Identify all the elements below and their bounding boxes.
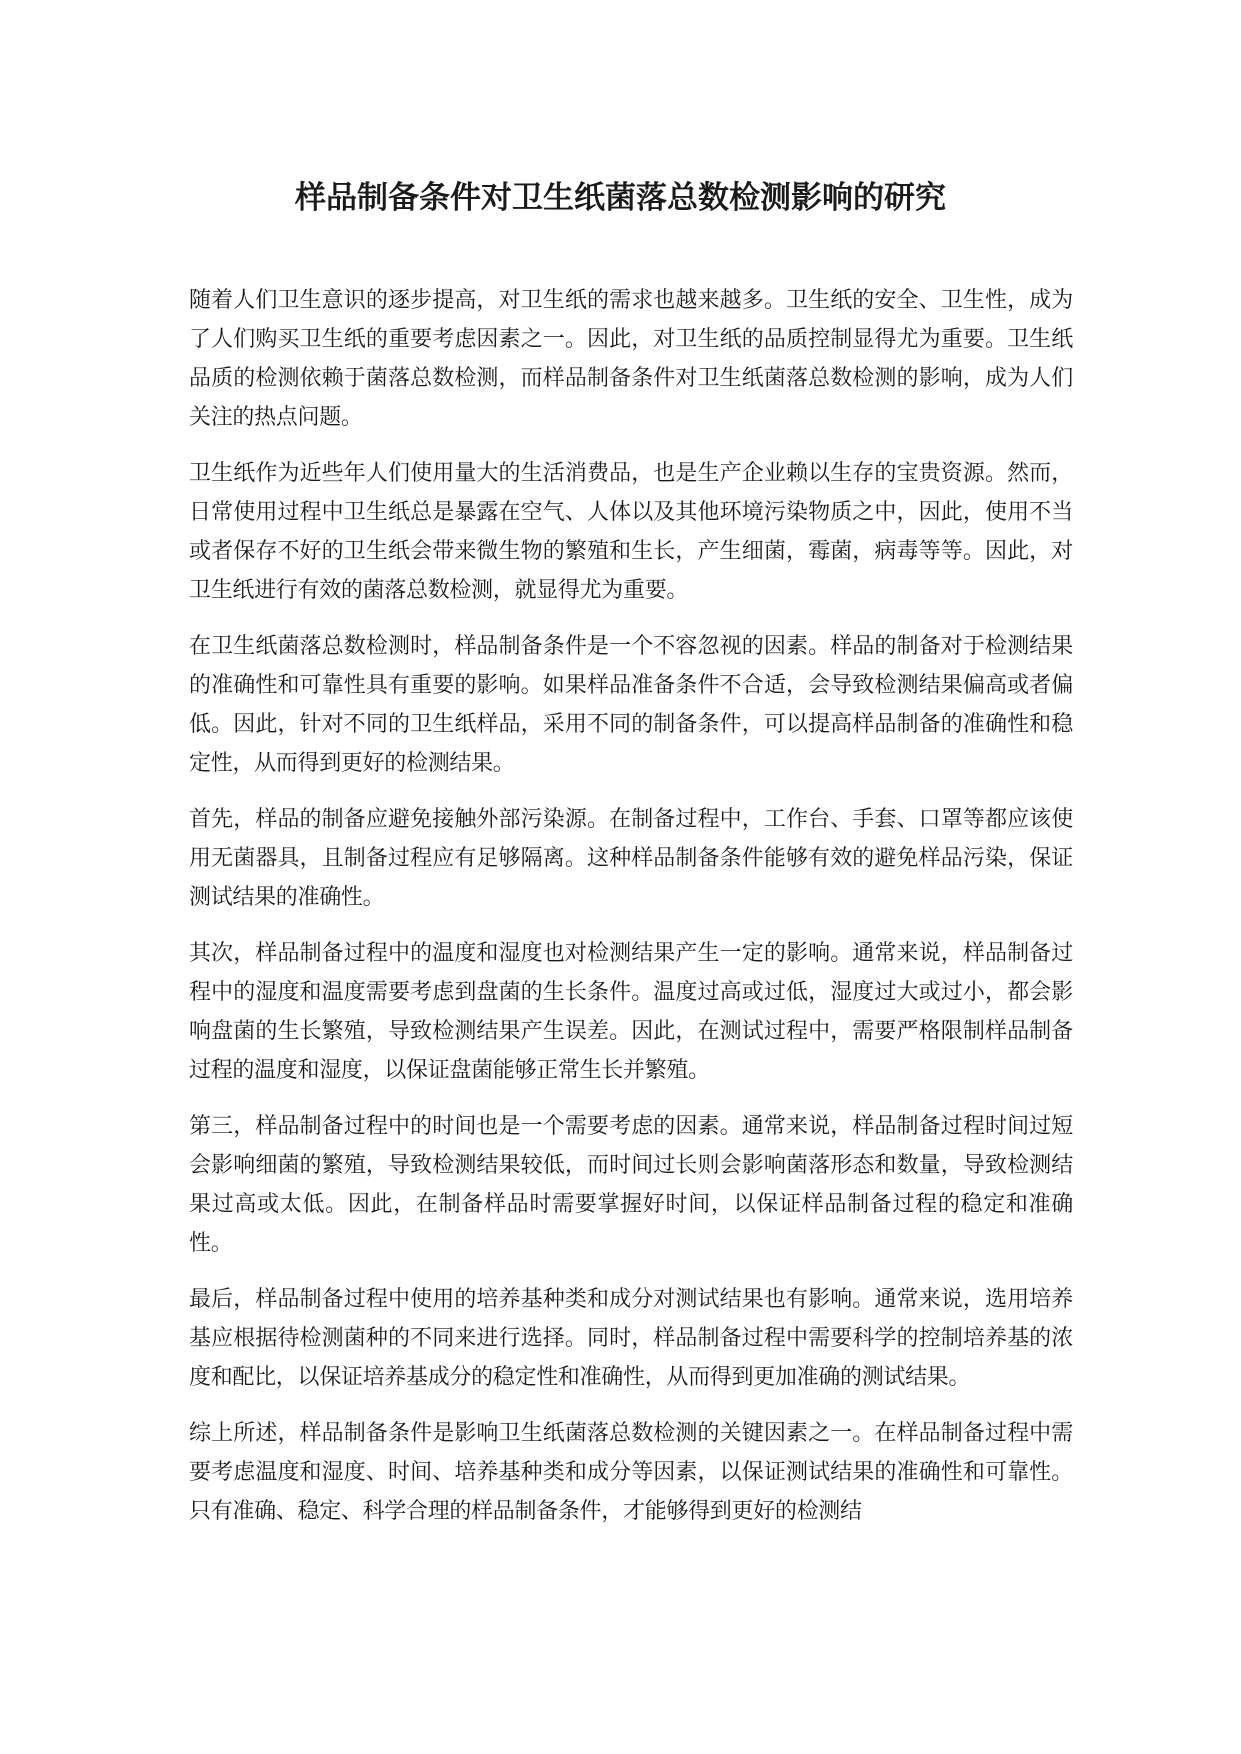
document-body (189, 281, 1073, 1548)
document-title: 样品制备条件对卫生纸菌落总数检测影响的研究 (295, 180, 946, 216)
paragraph-6: 第三，样品制备过程中的时间也是一个需要考虑的因素。通常来说，样品制备过程时间过短会影响细菌的繁殖，导致检测结果较低，而时间过长则会影响菌落形态和数量，导致检测结果过高或太低。因此，在制备样品时需要掌握好时间，以保证样品制备过程的稳定和准确性。 (189, 1114, 1073, 1256)
paragraph-1: 随着人们卫生意识的逐步提高，对卫生纸的需求也越来越多。卫生纸的安全、卫生性，成为了人们购买卫生纸的重要考虑因素之一。因此，对卫生纸的品质控制显得尤为重要。卫生纸品质的检测依赖于菌落总数检测，而样品制备条件对卫生纸菌落总数检测的影响，成为人们关注的热点问题。 (189, 288, 1073, 430)
paragraph-8: 综上所述，样品制备条件是影响卫生纸菌落总数检测的关键因素之一。在样品制备过程中需要考虑温度和湿度、时间、培养基种类和成分等因素，以保证测试结果的准确性和可靠性。只有准确、稳定、科学合理的样品制备条件，才能够得到更好的检测结 (189, 1421, 1073, 1524)
paragraph-3: 在卫生纸菌落总数检测时，样品制备条件是一个不容忽视的因素。样品的制备对于检测结果的准确性和可靠性具有重要的影响。如果样品准备条件不合适，会导致检测结果偏高或者偏低。因此，针对不同的卫生纸样品，采用不同的制备条件，可以提高样品制备的准确性和稳定性，从而得到更好的检测结果。 (189, 634, 1073, 776)
paragraph-2: 卫生纸作为近些年人们使用量大的生活消费品，也是生产企业赖以生存的宝贵资源。然而，日常使用过程中卫生纸总是暴露在空气、人体以及其他环境污染物质之中，因此，使用不当或者保存不好的卫生纸会带来微生物的繁殖和生长，产生细菌，霉菌，病毒等等。因此，对卫生纸进行有效的菌落总数检测，就显得尤为重要。 (189, 461, 1073, 603)
paragraph-5: 其次，样品制备过程中的温度和湿度也对检测结果产生一定的影响。通常来说，样品制备过程中的湿度和温度需要考虑到盘菌的生长条件。温度过高或过低，湿度过大或过小，都会影响盘菌的生长繁殖，导致检测结果产生误差。因此，在测试过程中，需要严格限制样品制备过程的温度和湿度，以保证盘菌能够正常生长并繁殖。 (189, 941, 1073, 1083)
paragraph-4: 首先，样品的制备应避免接触外部污染源。在制备过程中，工作台、手套、口罩等都应该使用无菌器具，且制备过程应有足够隔离。这种样品制备条件能够有效的避免样品污染，保证测试结果的准确性。 (189, 807, 1073, 910)
paragraph-7: 最后，样品制备过程中使用的培养基种类和成分对测试结果也有影响。通常来说，选用培养基应根据待检测菌种的不同来进行选择。同时，样品制备过程中需要科学的控制培养基的浓度和配比，以保证培养基成分的稳定性和准确性，从而得到更加准确的测试结果。 (189, 1287, 1073, 1390)
